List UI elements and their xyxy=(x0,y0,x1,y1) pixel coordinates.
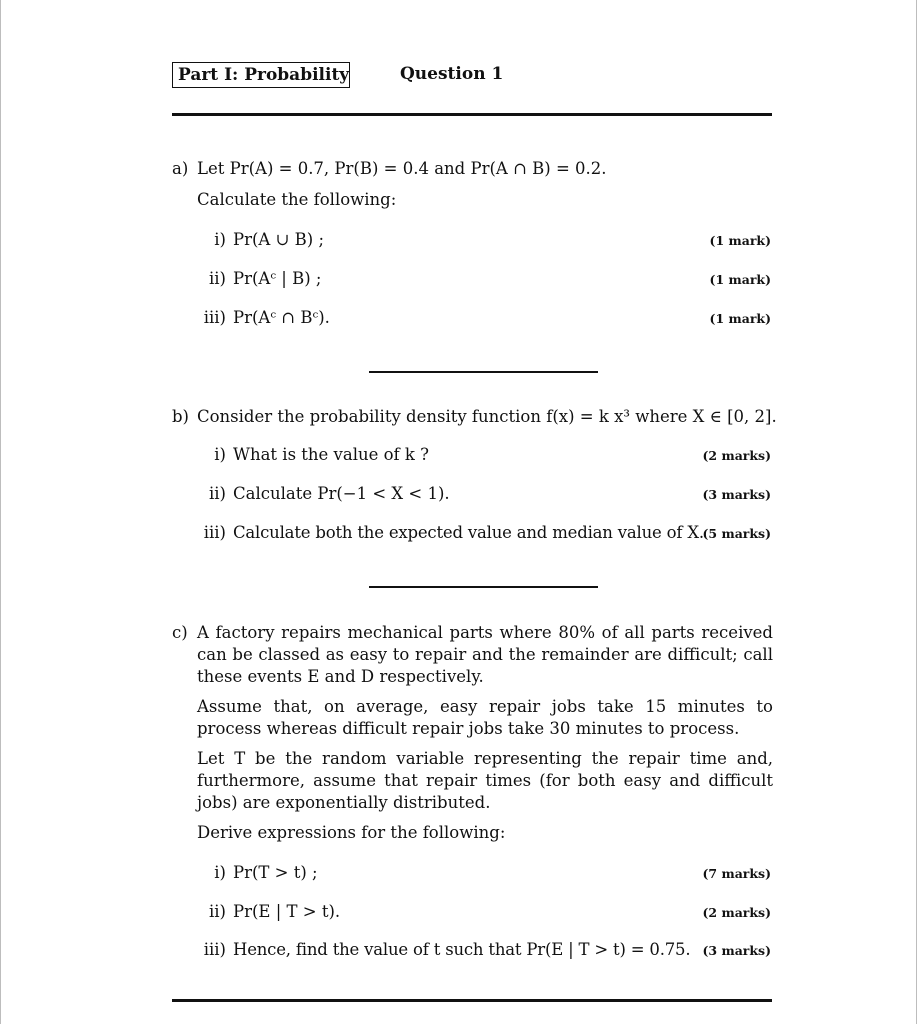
section-b-item-text: Calculate Pr(−1 < X < 1). xyxy=(233,484,450,503)
section-c-item-marks: (2 marks) xyxy=(702,905,771,920)
section-b-item-marks: (2 marks) xyxy=(702,448,771,463)
section-a-item-marks: (1 mark) xyxy=(709,272,771,287)
section-c-item-num: i) xyxy=(214,863,226,882)
section-a-item-num: i) xyxy=(214,230,226,249)
section-a-label: a) xyxy=(172,159,189,178)
question-title: Question 1 xyxy=(400,64,504,84)
section-a-item-text: Pr(A ∪ B) ; xyxy=(233,230,325,249)
section-divider xyxy=(369,586,598,588)
section-c-paragraph-3: Let T be the random variable representing the repair time and, furthermore, assume that repair times (for both easy and difficult jobs) are exponentially distributed. xyxy=(197,749,773,812)
section-c-paragraph-2: Assume that, on average, easy repair jobs take 15 minutes to process whereas difficult repair jobs take 30 minutes to process. xyxy=(197,697,773,738)
section-c-paragraph-1: A factory repairs mechanical parts where 80% of all parts received can be classed as easy to repair and the remainder are difficult; call these events E and D respectively. xyxy=(197,623,773,686)
section-c-item-num: iii) xyxy=(203,940,226,959)
section-a-item-marks: (1 mark) xyxy=(709,233,771,248)
section-c-item-num: ii) xyxy=(209,902,226,921)
page-edge-left xyxy=(0,0,1,1024)
section-c-instruction: Derive expressions for the following: xyxy=(197,823,506,842)
section-c-item-marks: (3 marks) xyxy=(702,943,771,958)
section-b-item-text: Calculate both the expected value and median value of X. xyxy=(233,523,704,542)
section-a-item-marks: (1 mark) xyxy=(709,311,771,326)
section-b-item-num: iii) xyxy=(203,523,226,542)
header-rule xyxy=(172,113,772,116)
section-a-item-text: Pr(Aᶜ ∩ Bᶜ). xyxy=(233,308,330,327)
section-b-item-num: ii) xyxy=(209,484,226,503)
section-a-instruction: Calculate the following: xyxy=(197,190,397,209)
section-a-item-text: Pr(Aᶜ | B) ; xyxy=(233,269,322,288)
section-c-label: c) xyxy=(172,623,188,642)
section-a-item-num: iii) xyxy=(203,308,226,327)
section-c-item-marks: (7 marks) xyxy=(702,866,771,881)
section-c-item-text: Pr(E | T > t). xyxy=(233,902,341,921)
section-c-item-text: Pr(T > t) ; xyxy=(233,863,318,882)
section-b-item-text: What is the value of k ? xyxy=(233,445,430,464)
section-c-item-text: Hence, find the value of t such that Pr(E | T > t) = 0.75. xyxy=(233,940,691,959)
section-a-intro: Let Pr(A) = 0.7, Pr(B) = 0.4 and Pr(A ∩ B) = 0.2. xyxy=(197,159,607,178)
section-b-item-marks: (5 marks) xyxy=(702,526,771,541)
section-b-label: b) xyxy=(172,407,189,426)
section-b-item-marks: (3 marks) xyxy=(702,487,771,502)
footer-rule xyxy=(172,999,772,1002)
part-title-box: Part I: Probability xyxy=(172,62,350,88)
section-divider xyxy=(369,371,598,373)
section-b-item-num: i) xyxy=(214,445,226,464)
section-b-intro: Consider the probability density function f(x) = k x³ where X ∈ [0, 2]. xyxy=(197,407,777,426)
section-a-item-num: ii) xyxy=(209,269,226,288)
